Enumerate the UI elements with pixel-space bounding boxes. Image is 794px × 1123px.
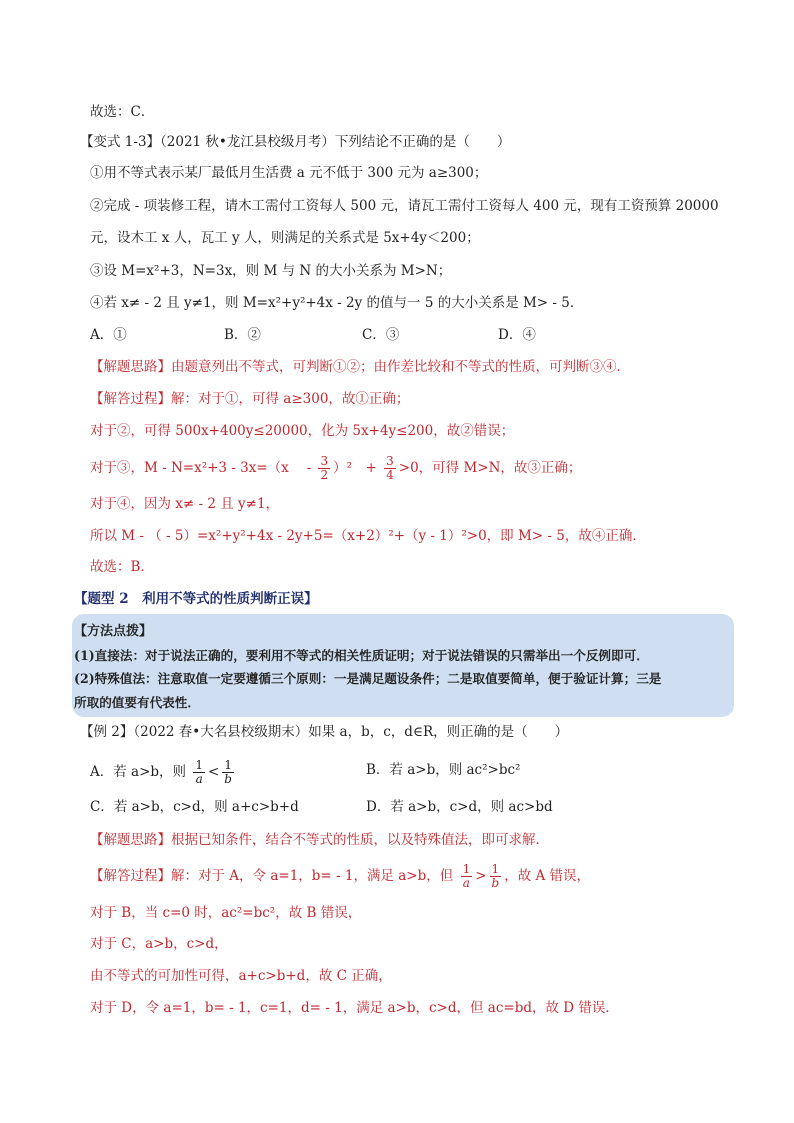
proc-line-1	[90, 389, 409, 409]
proc-line-3	[90, 455, 581, 482]
example-proc-line-1	[90, 861, 590, 891]
example-tag: 【例 2】	[80, 724, 134, 740]
example-option-d: D．若 a>b，c>d，则 ac>bd	[366, 799, 553, 815]
example-proc-line-2: 对于 B，当 c=0 时，ac²=bc²，故 B 错误，	[90, 905, 362, 921]
variant-question: 下列结论不正确的是（ ）	[334, 134, 511, 150]
example-hint-text: 根据已知条件，结合不等式的性质，以及特殊值法，即可求解．	[171, 832, 549, 848]
example-proc-line-3: 对于 C，a>b，c>d，	[90, 936, 228, 952]
option-a: A．①	[90, 327, 127, 343]
statement-2a: ②完成 - 项装修工程，请木工需付工资每人 500 元，请瓦工需付工资每人 400 元，现有工资预算 20000	[90, 198, 719, 214]
fraction-3-2: $\frac{3}{2}$	[320, 454, 329, 482]
proc-text-1: 解：对于①，可得 a≥300，故①正确；	[171, 391, 410, 407]
example-hint	[90, 830, 549, 850]
fraction-1-a-proc: $\frac{1}{a}$	[462, 862, 471, 890]
statement-4: ④若 x≠ - 2 且 y≠1，则 M=x²+y²+4x - 2y 的值与一 5 的大小关系是 M> - 5．	[90, 295, 584, 311]
example-proc-text-1a: 解：对于 A，令 a=1，b= - 1，满足 a>b，但	[171, 868, 454, 884]
option-c: C．③	[362, 327, 400, 343]
hint-tag: 【解题思路】	[90, 359, 171, 375]
method-line-2b: 所取的值要有代表性．	[74, 695, 200, 710]
statement-1: ①用不等式表示某厂最低月生活费 a 元不低于 300 元为 a≥300；	[90, 165, 488, 181]
example-heading	[80, 722, 568, 742]
fraction-1-b: $\frac{1}{b}$	[224, 758, 232, 786]
option-b: B．②	[224, 327, 261, 343]
proc-answer: 故选：B．	[90, 559, 154, 575]
proc-line-2: 对于②，可得 500x+400y≤20000，化为 5x+4y≤200，故②错误；	[90, 423, 515, 439]
method-line-1: (1)直接法：对于说法正确的，要利用不等式的相关性质证明；对于说法错误的只需举出一个反例即可．	[74, 648, 649, 663]
variant-tag: 【变式 1-3】	[80, 134, 161, 150]
example-hint-tag: 【解题思路】	[90, 832, 171, 848]
proc-text-3c: >0，可得 M>N，故③正确；	[398, 460, 582, 476]
greater-than-sign: >	[475, 868, 487, 884]
variant-source: （2021 秋•龙江县校级月考）	[160, 134, 335, 150]
example-option-a	[90, 757, 237, 787]
less-than-sign: <	[207, 764, 220, 780]
example-proc-tag: 【解答过程】	[90, 868, 171, 884]
fraction-3-4: $\frac{3}{4}$	[386, 454, 394, 482]
example-question: 如果 a，b，c，d∈R，则正确的是（ ）	[308, 724, 569, 740]
example-source: （2022 春•大名县校级期末）	[133, 724, 309, 740]
fraction-1-b-proc: $\frac{1}{b}$	[491, 862, 500, 890]
proc-line-4: 对于④，因为 x≠ - 2 且 y≠1，	[90, 496, 280, 512]
proc-text-3b: ）² +	[333, 460, 377, 476]
method-line-2a: (2)特殊值法：注意取值一定要遵循三个原则：一是满足题设条件；二是取值要简单，便于验证计算；三是	[74, 671, 662, 686]
proc-tag: 【解答过程】	[90, 391, 171, 407]
example-proc-line-5: 对于 D，令 a=1，b= - 1，c=1，d= - 1，满足 a>b，c>d，但 ac=bd，故 D 错误．	[90, 1000, 619, 1016]
method-title: 【方法点拨】	[74, 624, 153, 639]
example-option-b: B．若 a>b，则 ac²>bc²	[366, 762, 521, 778]
topic-heading: 【题型 2 利用不等式的性质判断正误】	[74, 591, 318, 607]
proc-text-3a: 对于③，M - N=x²+3 - 3x=（x -	[90, 460, 312, 476]
hint-line	[90, 357, 630, 377]
variant-heading	[80, 132, 510, 152]
statement-3: ③设 M=x²+3，N=3x，则 M 与 N 的大小关系为 M>N；	[90, 263, 452, 279]
proc-line-5: 所以 M - （ - 5）=x²+y²+4x - 2y+5=（x+2）²+（y - 1）²>0，即 M> - 5，故④正确．	[90, 528, 646, 544]
fraction-1-a: $\frac{1}{a}$	[195, 758, 203, 786]
option-d: D．④	[498, 327, 536, 343]
example-option-c: C．若 a>b，c>d，则 a+c>b+d	[90, 799, 299, 815]
example-option-a-text: A．若 a>b，则	[90, 764, 187, 780]
answer-line-previous: 故选：C．	[90, 104, 155, 120]
statement-2b: 元，设木工 x 人，瓦工 y 人，则满足的关系式是 5x+4y＜200；	[90, 230, 480, 246]
hint-text: 由题意列出不等式，可判断①②；由作差比较和不等式的性质，可判断③④．	[171, 359, 630, 375]
example-proc-line-4: 由不等式的可加性可得，a+c>b+d，故 C 正确，	[90, 968, 392, 984]
example-proc-text-1b: ，故 A 错误，	[504, 868, 591, 884]
